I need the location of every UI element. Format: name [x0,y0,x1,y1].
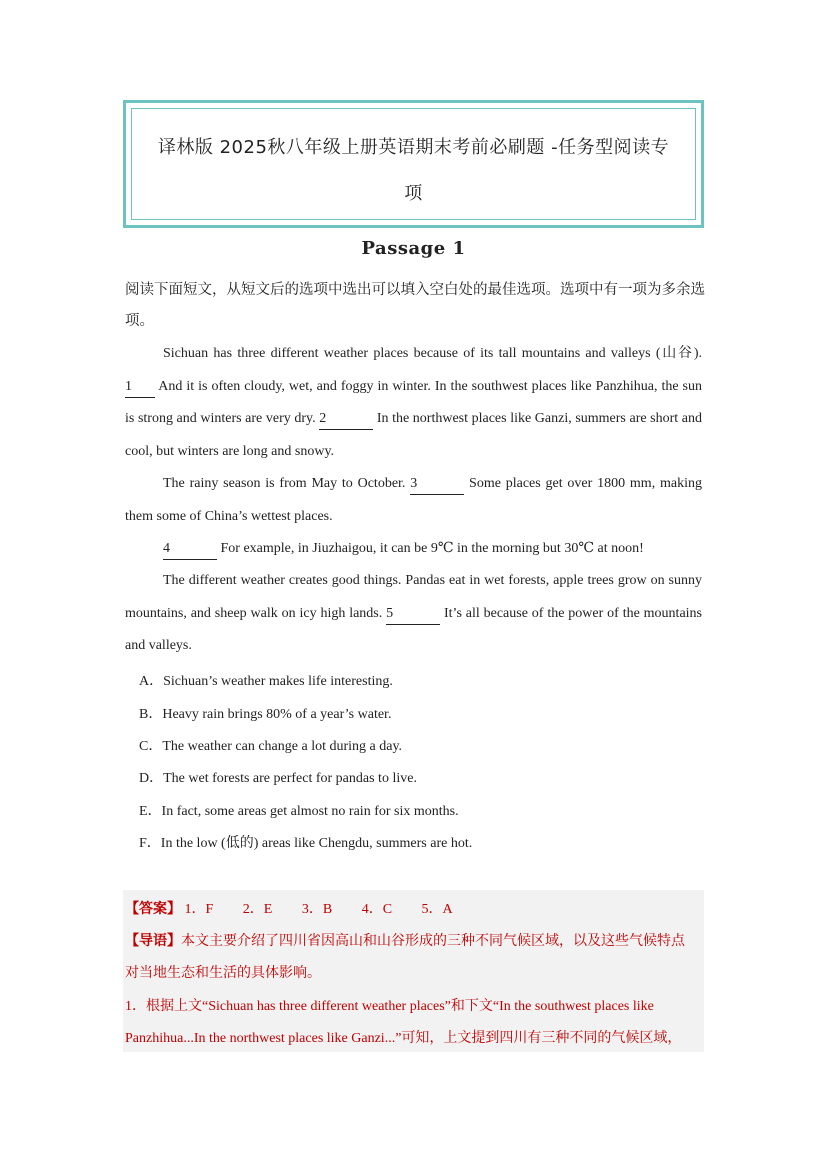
blank-5: 5 [386,604,440,625]
paragraph-1 [125,338,702,468]
answer-key-5: 5．A [421,902,453,917]
option-e: E．In fact, some areas get almost no rain for six months. [139,804,459,819]
p1-intro: Sichuan has three different weather places because of its tall mountains and valleys (山谷). [163,346,702,361]
instructions-line-2: 项。 [125,313,154,329]
blank-4: 4 [163,539,217,560]
p2-before: The rainy season is from May to October. [163,476,411,491]
document-title [146,125,681,217]
title-box [123,100,704,228]
answer-keys-line [125,898,479,918]
p1-after-blank-2: In the northwest places like Ganzi, summers are short and cool, but winters are long and snowy. [125,411,702,459]
guide-line-2: 对当地生态和生活的具体影响。 [125,965,321,981]
answer-label: 【答案】 [125,901,181,917]
guide-label: 【导语】 [125,933,181,949]
answer-key-4: 4．C [361,902,393,917]
p1-after-blank-1: And it is often cloudy, wet, and foggy in winter. In the southwest places like Panzhihua, the sun is strong and winters are very dry. [125,378,702,426]
p4-after-blank-5: It’s all because of the power of the mountains and valleys. [125,605,702,653]
instructions-line-1: 阅读下面短文，从短文后的选项中选出可以填入空白处的最佳选项。选项中有一项为多余选 [125,282,705,298]
p2-after-blank-3: Some places get over 1800 mm, making them some of China’s wettest places. [125,476,702,524]
p3-after-blank-4: For example, in Jiuzhaigou, it can be 9℃ in the morning but 30℃ at noon! [217,541,644,556]
answer-key-3: 3．B [301,902,333,917]
answer-key-2: 2．E [242,902,273,917]
option-a: A．Sichuan’s weather makes life interesting. [139,674,393,689]
p4-before: The different weather creates good things. Pandas eat in wet forests, apple trees grow on sunny mountains, and sheep walk on icy high lands. [125,573,702,621]
option-d: D．The wet forests are perfect for pandas to live. [139,771,417,786]
guide-line-1 [125,930,685,950]
explanation-line-1: 1．根据上文“Sichuan has three different weather places”和下文“In the southwest places like [125,999,654,1014]
title-line-2: 项 [404,183,423,204]
option-c: C．The weather can change a lot during a day. [139,739,403,754]
blank-2: 2 [319,409,373,430]
option-f: F．In the low (低的) areas like Chengdu, summers are hot. [139,836,473,851]
instructions [125,275,705,337]
paragraph-4 [125,565,702,663]
paragraph-2 [125,468,702,533]
title-line-1: 译林版 2025秋八年级上册英语期末考前必刷题 -任务型阅读专 [157,137,670,158]
answer-key-1: 1．F [184,902,214,917]
explanation-line-2: Panzhihua...In the northwest places like Ganzi...”可知，上文提到四川有三种不同的气候区域， [125,1031,682,1046]
blank-3: 3 [410,474,464,495]
passage-title: Passage 1 [361,238,466,259]
guide-text-1: 本文主要介绍了四川省因高山和山谷形成的三种不同气候区域，以及这些气候特点 [181,933,685,949]
option-b: B．Heavy rain brings 80% of a year’s water. [139,707,392,722]
answer-box [123,890,704,1052]
paragraph-3 [125,533,702,566]
blank-1: 1 [125,377,155,398]
